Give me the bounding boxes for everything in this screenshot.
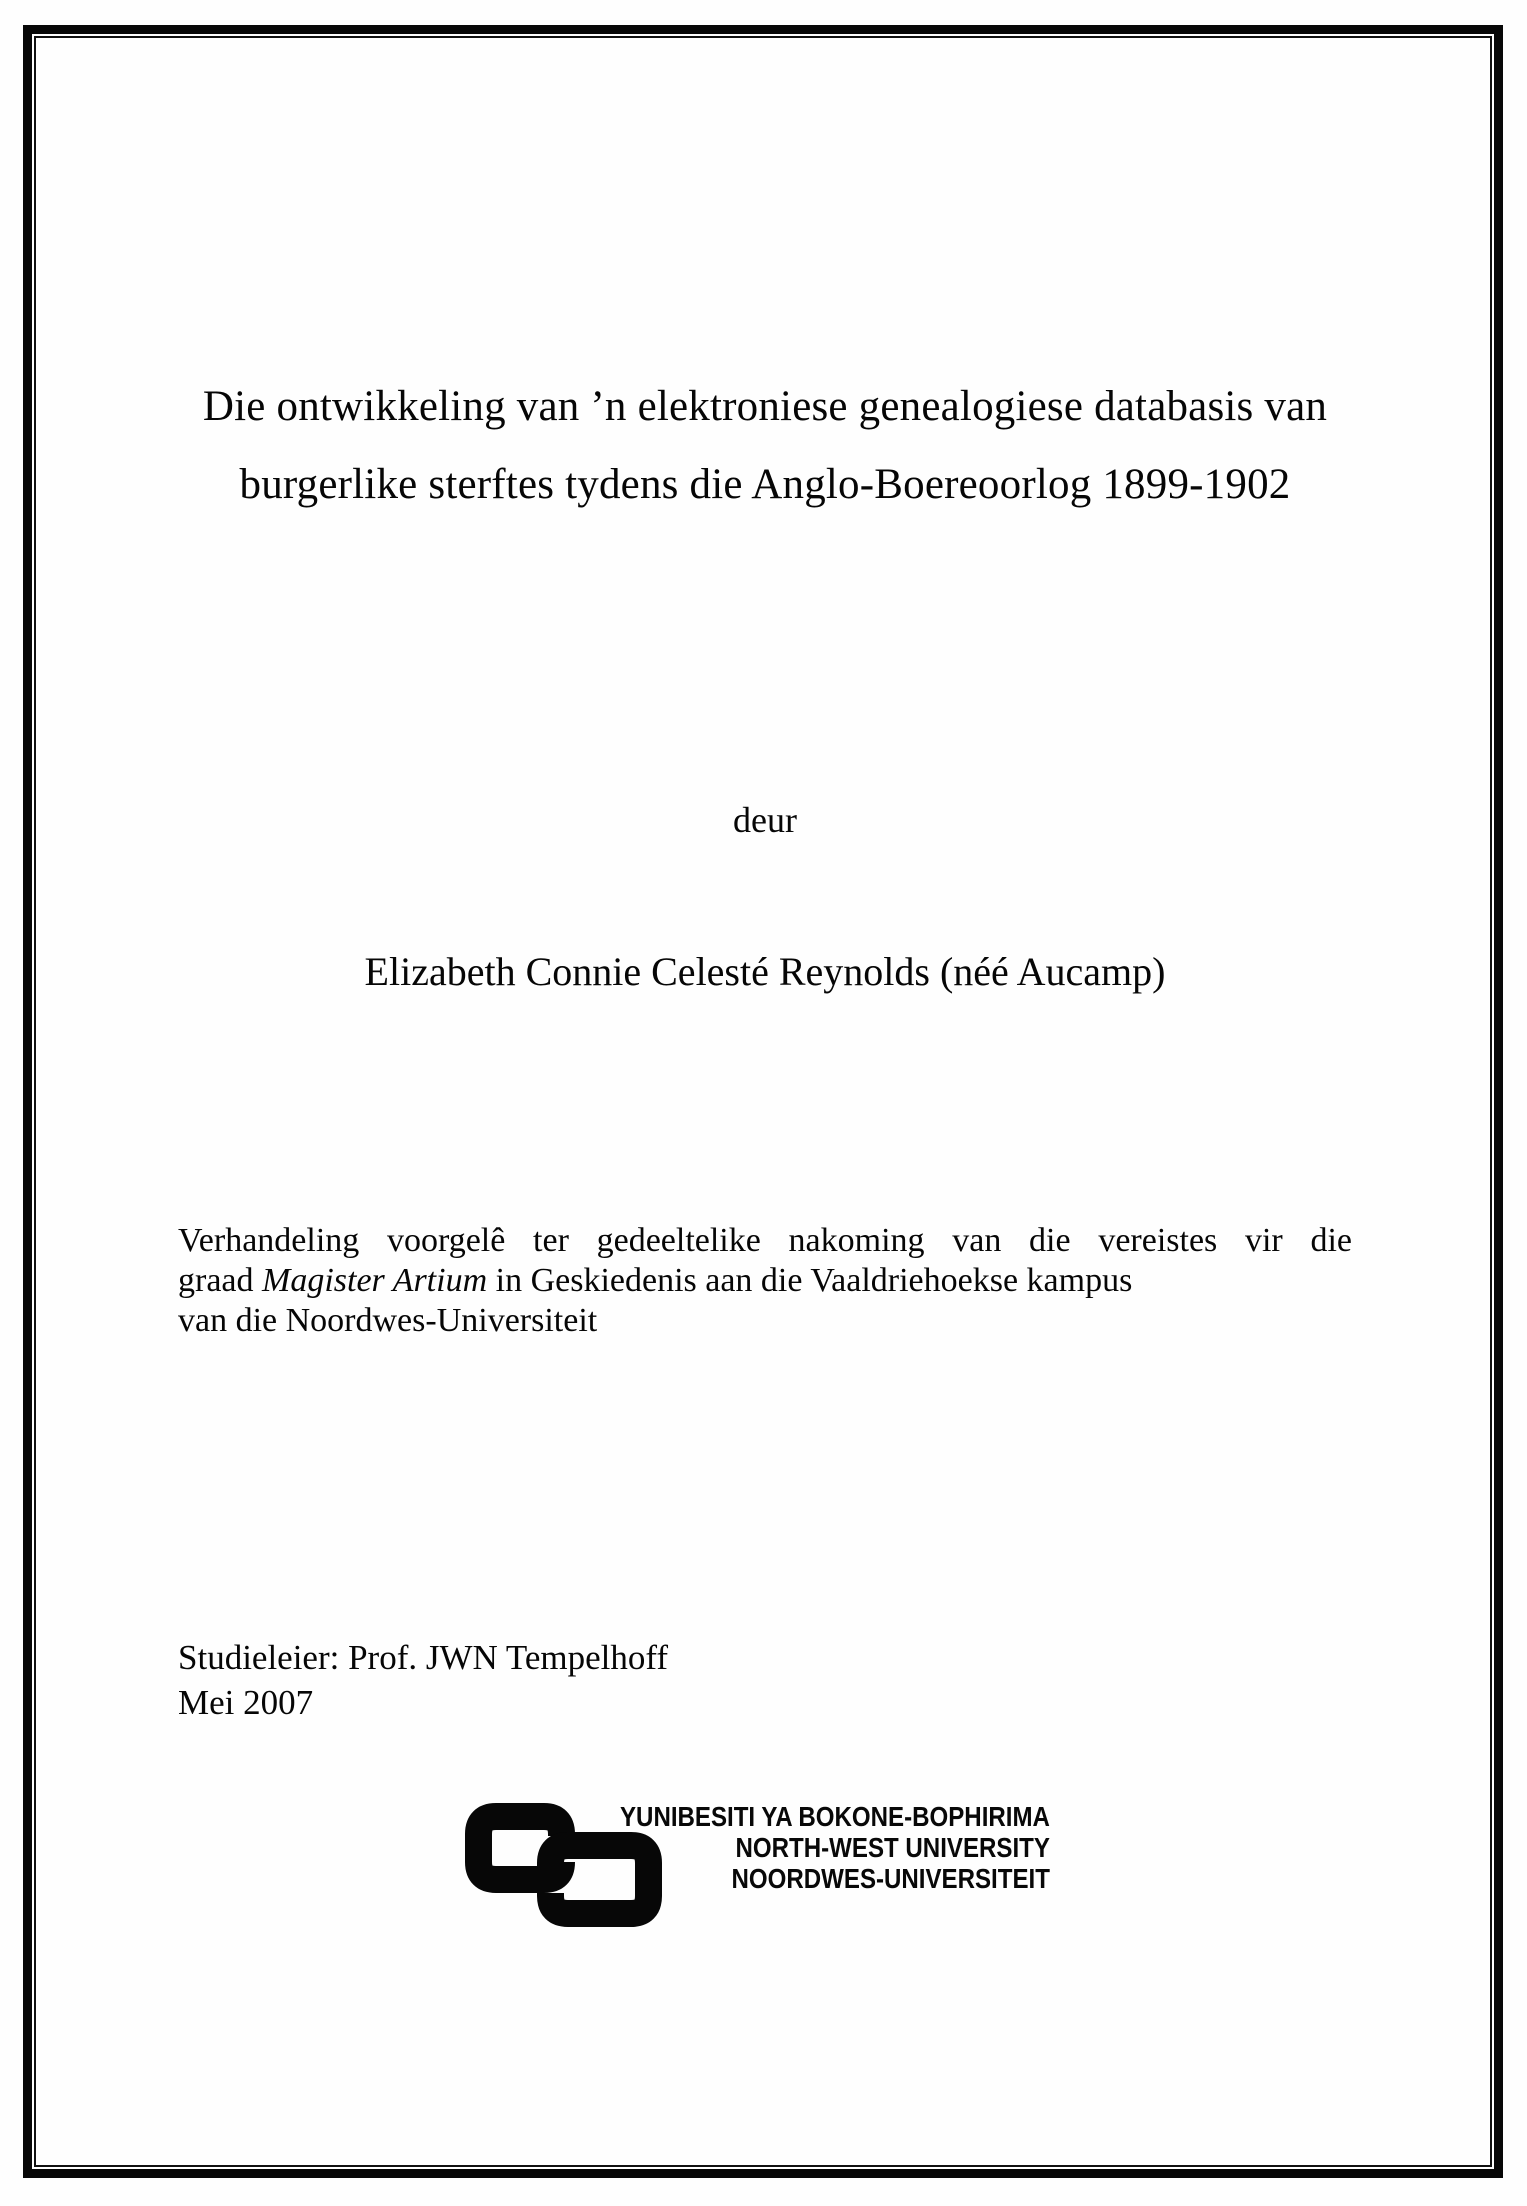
supervisor-name: Studieleier: Prof. JWN Tempelhoff	[178, 1638, 669, 1677]
author-name: Elizabeth Connie Celesté Reynolds (néé Aucamp)	[364, 949, 1166, 994]
supervisor-block	[178, 1635, 668, 1725]
degree-statement	[178, 1221, 1352, 1341]
degree-statement-line-2	[178, 1261, 1352, 1301]
date: Mei 2007	[178, 1683, 314, 1722]
thesis-title	[170, 368, 1360, 524]
degree-line2-prefix: graad	[178, 1262, 263, 1299]
byline-deur: deur	[733, 800, 797, 840]
thesis-title-line-2: burgerlike sterftes tydens die Anglo-Boereoorlog 1899-1902	[239, 461, 1291, 508]
degree-line2-degree-name: Magister Artium	[262, 1262, 488, 1299]
degree-statement-line-3: van die Noordwes-Universiteit	[178, 1302, 598, 1339]
thesis-title-line-1: Die ontwikkeling van ’n elektroniese genealogiese databasis van	[202, 383, 1328, 430]
degree-statement-line-1: Verhandeling voorgelê ter gedeeltelike nakoming van die vereistes vir die	[178, 1222, 1352, 1259]
logo-text-english: NORTH-WEST UNIVERSITY	[735, 1832, 1050, 1863]
logo-text-setswana: YUNIBESITI YA BOKONE-BOPHIRIMA	[620, 1801, 1050, 1832]
university-logo-text	[620, 1801, 1050, 1894]
degree-line2-suffix: in Geskiedenis aan die Vaaldriehoekse kampus	[487, 1262, 1133, 1299]
logo-text-afrikaans: NOORDWES-UNIVERSITEIT	[731, 1863, 1050, 1894]
